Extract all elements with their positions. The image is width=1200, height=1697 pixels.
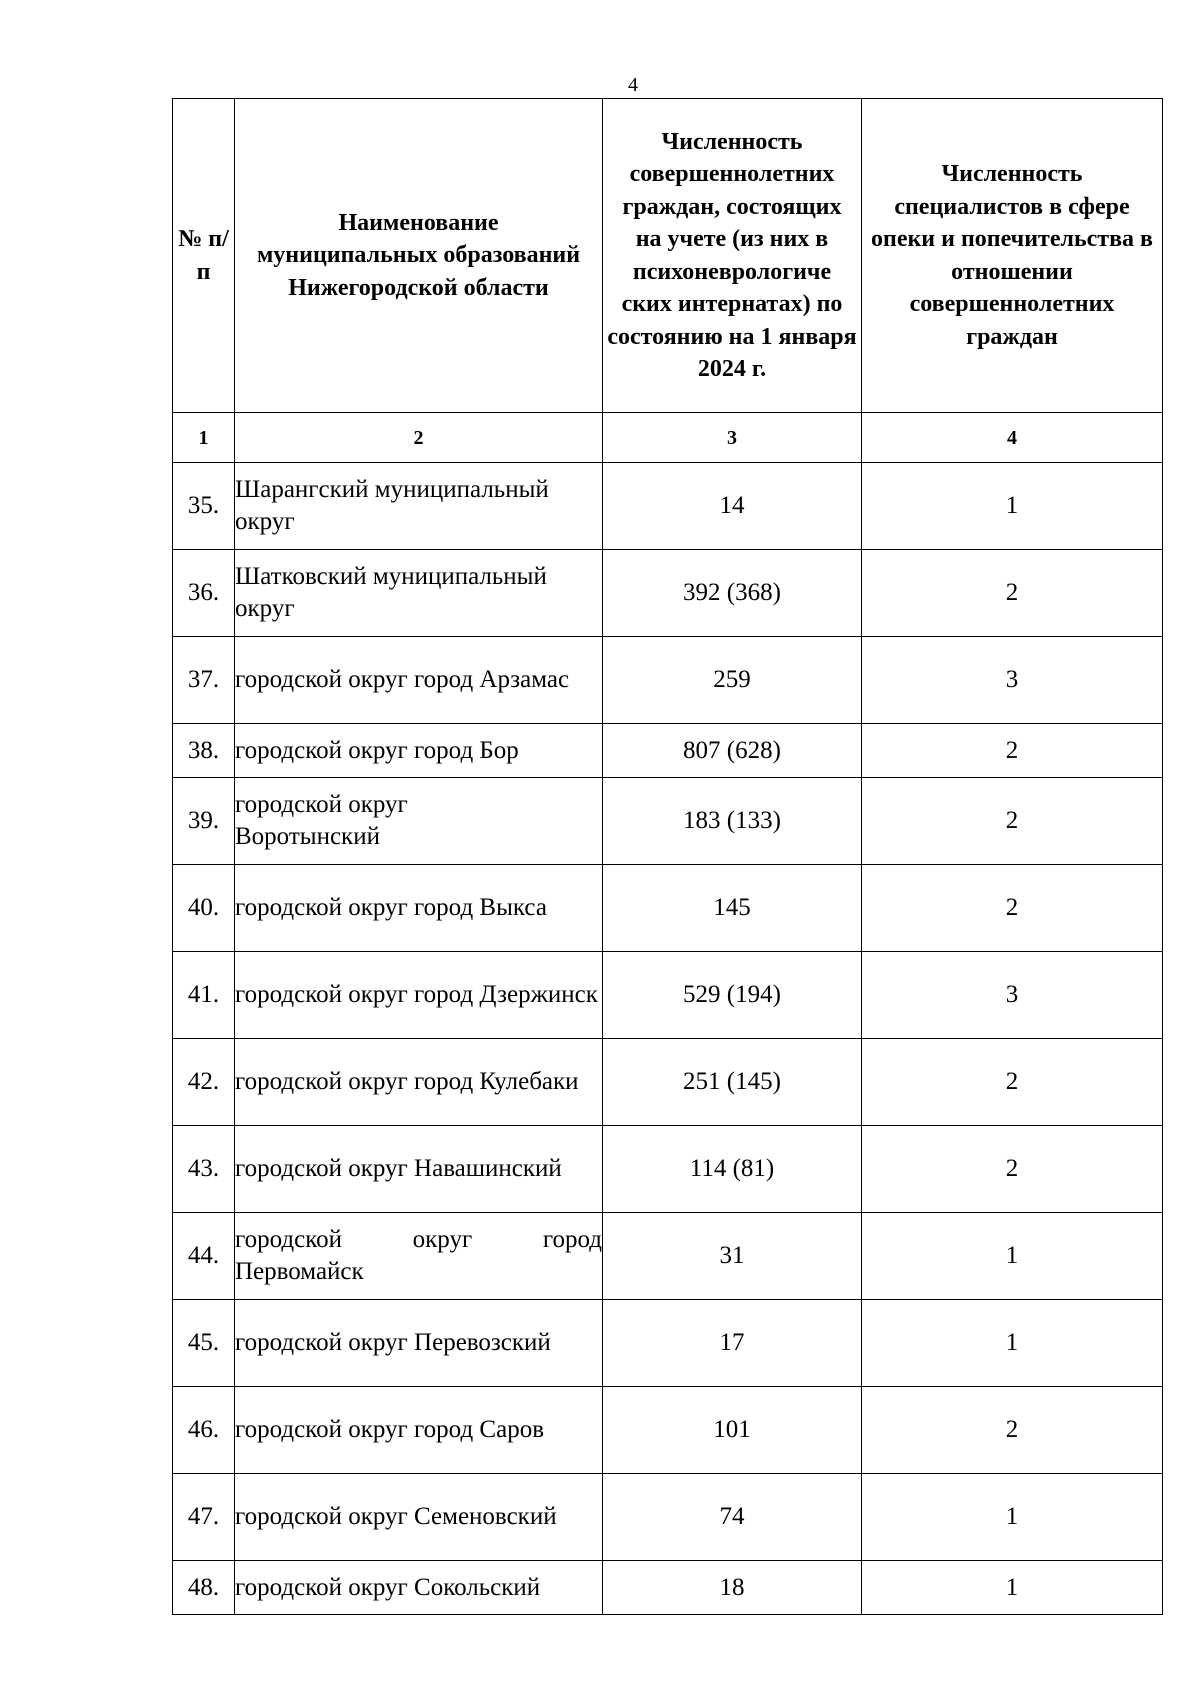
citizen-count: 259	[603, 637, 862, 724]
municipality-name: Шарангский муниципальный округ	[235, 463, 603, 550]
specialist-count: 1	[862, 1300, 1163, 1387]
municipality-name: городской округ город Саров	[235, 1387, 603, 1474]
table-row	[173, 1561, 1163, 1615]
citizen-count: 18	[603, 1561, 862, 1615]
municipality-name: городской округ город Кулебаки	[235, 1039, 603, 1126]
table-row	[173, 778, 1163, 865]
table-row	[173, 724, 1163, 778]
column-number-row	[173, 413, 1163, 463]
specialist-count: 2	[862, 865, 1163, 952]
specialist-count: 1	[862, 1213, 1163, 1300]
header-name: Наименование муниципальных образований Нижегородской области	[235, 99, 603, 413]
header-specialists: Численность специалистов в сфере опеки и попечительства в отношении совершеннолетних граждан	[862, 99, 1163, 413]
municipality-name: городской округ город Выкса	[235, 865, 603, 952]
specialist-count: 1	[862, 1474, 1163, 1561]
table-row	[173, 463, 1163, 550]
specialist-count: 3	[862, 952, 1163, 1039]
row-number: 41.	[173, 952, 235, 1039]
citizen-count: 807 (628)	[603, 724, 862, 778]
specialist-count: 1	[862, 1561, 1163, 1615]
table-row	[173, 865, 1163, 952]
header-row	[173, 99, 1163, 413]
specialist-count: 2	[862, 724, 1163, 778]
citizen-count: 183 (133)	[603, 778, 862, 865]
citizen-count: 145	[603, 865, 862, 952]
row-number: 44.	[173, 1213, 235, 1300]
table-row	[173, 1126, 1163, 1213]
row-number: 38.	[173, 724, 235, 778]
row-number: 40.	[173, 865, 235, 952]
municipality-name: городской округ город Бор	[235, 724, 603, 778]
column-number: 2	[235, 413, 603, 463]
citizen-count: 31	[603, 1213, 862, 1300]
citizen-count: 17	[603, 1300, 862, 1387]
column-number: 3	[603, 413, 862, 463]
citizen-count: 392 (368)	[603, 550, 862, 637]
specialist-count: 2	[862, 550, 1163, 637]
row-number: 45.	[173, 1300, 235, 1387]
specialist-count: 2	[862, 1387, 1163, 1474]
specialist-count: 3	[862, 637, 1163, 724]
header-count: Численность совершеннолетних граждан, состоящих на учете (из них в психоневрологиче ских интернатах) по состоянию на 1 января 2024 г.	[603, 99, 862, 413]
specialist-count: 2	[862, 1039, 1163, 1126]
table-row	[173, 1300, 1163, 1387]
header-num: № п/п	[173, 99, 235, 413]
municipality-name: городской округ город Дзержинск	[235, 952, 603, 1039]
citizen-count: 529 (194)	[603, 952, 862, 1039]
citizen-count: 114 (81)	[603, 1126, 862, 1213]
municipality-name: городской округ город Арзамас	[235, 637, 603, 724]
column-number: 1	[173, 413, 235, 463]
table-row	[173, 550, 1163, 637]
column-number: 4	[862, 413, 1163, 463]
citizen-count: 14	[603, 463, 862, 550]
municipality-name: городской округ Воротынский	[235, 778, 603, 865]
row-number: 47.	[173, 1474, 235, 1561]
citizen-count: 101	[603, 1387, 862, 1474]
table-row	[173, 1039, 1163, 1126]
row-number: 36.	[173, 550, 235, 637]
page-number: 4	[628, 74, 638, 96]
citizen-count: 251 (145)	[603, 1039, 862, 1126]
table-row	[173, 1387, 1163, 1474]
specialist-count: 2	[862, 778, 1163, 865]
row-number: 35.	[173, 463, 235, 550]
municipality-name: городской округ Перевозский	[235, 1300, 603, 1387]
specialist-count: 1	[862, 463, 1163, 550]
table-row	[173, 1213, 1163, 1300]
municipality-name: Шатковский муниципальный округ	[235, 550, 603, 637]
row-number: 48.	[173, 1561, 235, 1615]
row-number: 42.	[173, 1039, 235, 1126]
municipality-name: городской округ Сокольский	[235, 1561, 603, 1615]
row-number: 43.	[173, 1126, 235, 1213]
table-row	[173, 952, 1163, 1039]
citizen-count: 74	[603, 1474, 862, 1561]
row-number: 37.	[173, 637, 235, 724]
row-number: 46.	[173, 1387, 235, 1474]
municipality-name: городской округ Семеновский	[235, 1474, 603, 1561]
specialist-count: 2	[862, 1126, 1163, 1213]
municipality-name: городской округ город Первомайск	[235, 1213, 603, 1300]
row-number: 39.	[173, 778, 235, 865]
table-row	[173, 1474, 1163, 1561]
table-row	[173, 637, 1163, 724]
municipal-table	[172, 98, 1163, 1615]
municipality-name: городской округ Навашинский	[235, 1126, 603, 1213]
